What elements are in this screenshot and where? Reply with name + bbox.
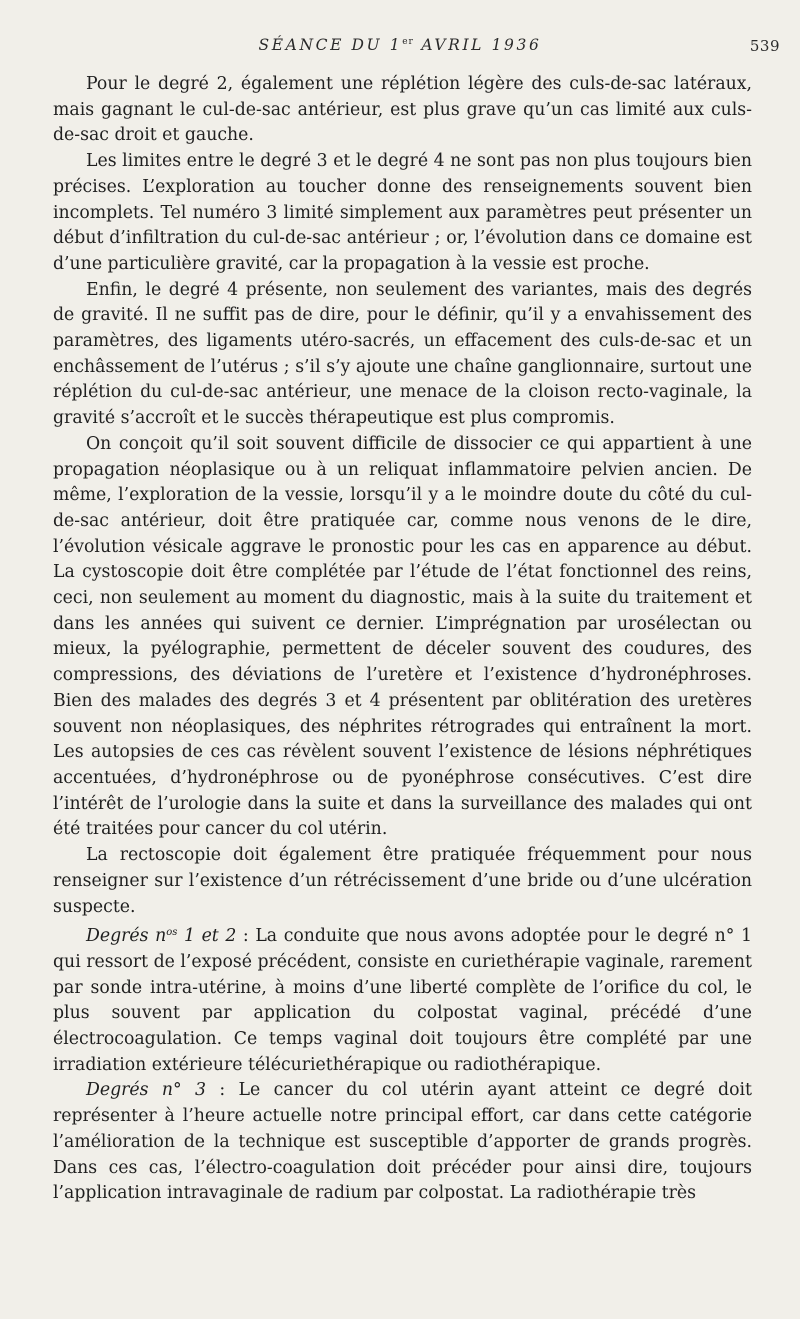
paragraph-text: : La conduite que nous avons adoptée pour le degré n° 1 qui ressort de l’exposé précédent, consiste en curiethérapie vaginale, rarement par sonde intra-utérine, à moins d’une liberté complète de l’orifice du col, le plus souvent par application du colpostat vaginal, précédé d’une électrocoagulation. Ce temps vaginal doit toujours être complété par une irradiation extérieure télécuriethérapique ou radiothérapique. [53, 926, 752, 1075]
paragraph-text: La rectoscopie doit également être pratiquée fréquemment pour nous renseigner sur l’existence d’un rétrécissement d’une bride ou d’une ulcération suspecte. [53, 845, 752, 917]
paragraph-limites [53, 149, 752, 278]
paragraph-text: On conçoit qu’il soit souvent difficile de dissocier ce qui appartient à une propagation néoplasique ou à un reliquat inflammatoire pelvien ancien. De même, l’exploration de la vessie, lorsqu’il y a le moindre doute du côté du cul-de-sac antérieur, doit être pratiquée car, comme nous venons de le dire, l’évolution vésicale aggrave le pronostic pour les cas en apparence au début. La cystoscopie doit être complétée par l’étude de l’état fonctionnel des reins, ceci, non seulement au moment du diagnostic, mais à la suite du traitement et dans les années qui suivent ce dernier. L’imprégnation par urosélectan ou mieux, la pyélographie, permettent de déceler souvent des coudures, des compressions, des déviations de l’uretère et l’existence d’hydronéphroses. Bien des malades des degrés 3 et 4 présentent par oblitération des uretères souvent non néoplasiques, des néphrites rétrogrades qui entraînent la mort. Les autopsies de ces cas révèlent souvent l’existence de lésions néphrétiques accentuées, d’hydronéphrose ou de pyonéphrose consécutives. C’est dire l’intérêt de l’urologie dans la suite et dans la surveillance des malades qui ont été traitées pour cancer du col utérin. [53, 433, 752, 840]
running-title-rest: AVRIL 1936 [413, 36, 542, 54]
paragraph-text: Pour le degré 2, également une réplétion légère des culs-de-sac latéraux, mais gagnant le cul-de-sac antérieur, est plus grave qu’un cas limité aux culs-de-sac droit et gauche. [53, 74, 752, 146]
page-number: 539 [749, 37, 780, 55]
paragraph-degre-4 [53, 278, 752, 432]
paragraph-rectoscopie [53, 843, 752, 920]
section-lead: Degrés n° 3 [86, 1080, 206, 1101]
running-title-superscript: er [402, 37, 414, 47]
paragraph-text: Enfin, le degré 4 présente, non seulement des variantes, mais des degrés de gravité. Il ne suffit pas de dire, pour le définir, qu’il y a envahissement des paramètres, des ligaments utéro-sacrés, un effacement des culs-de-sac et un enchâssement de l’utérus ; s’il s’y ajoute une chaîne ganglionnaire, surtout une réplétion du cul-de-sac antérieur, une menace de la cloison recto-vaginale, la gravité s’accroît et le succès thérapeutique est plus compromis. [53, 279, 752, 429]
paragraph-degres-1-2 [53, 920, 752, 1078]
paragraph-degres-3 [53, 1078, 752, 1207]
section-lead-part-a: Degrés n [86, 926, 167, 947]
paragraph-text: : Le cancer du col utérin ayant atteint ce degré doit représenter à l’heure actuelle notre principal effort, car dans cette catégorie l’amélioration de la technique est susceptible d’apporter de grands progrès. Dans ces cas, l’électro-coagulation doit précéder pour ainsi dire, toujours l’application intravaginale de radium par colpostat. La radiothérapie très [53, 1080, 752, 1204]
paragraph-exploration [53, 432, 752, 843]
running-title-main: SÉANCE DU 1 [258, 36, 403, 54]
paragraph-degre-2 [53, 72, 752, 149]
paragraph-text: Les limites entre le degré 3 et le degré 4 ne sont pas non plus toujours bien précises. L’exploration au toucher donne des renseignements souvent bien incomplets. Tel numéro 3 limité simplement aux paramètres peut présenter un début d’infiltration du cul-de-sac antérieur ; or, l’évolution dans ce domaine est d’une particulière gravité, car la propagation à la vessie est proche. [53, 151, 752, 274]
body-text [53, 72, 752, 1207]
section-lead [86, 926, 236, 946]
running-title [0, 36, 800, 54]
section-lead-superscript: os [166, 927, 178, 939]
running-head [0, 36, 800, 56]
section-lead-part-b: 1 et 2 [177, 926, 237, 947]
